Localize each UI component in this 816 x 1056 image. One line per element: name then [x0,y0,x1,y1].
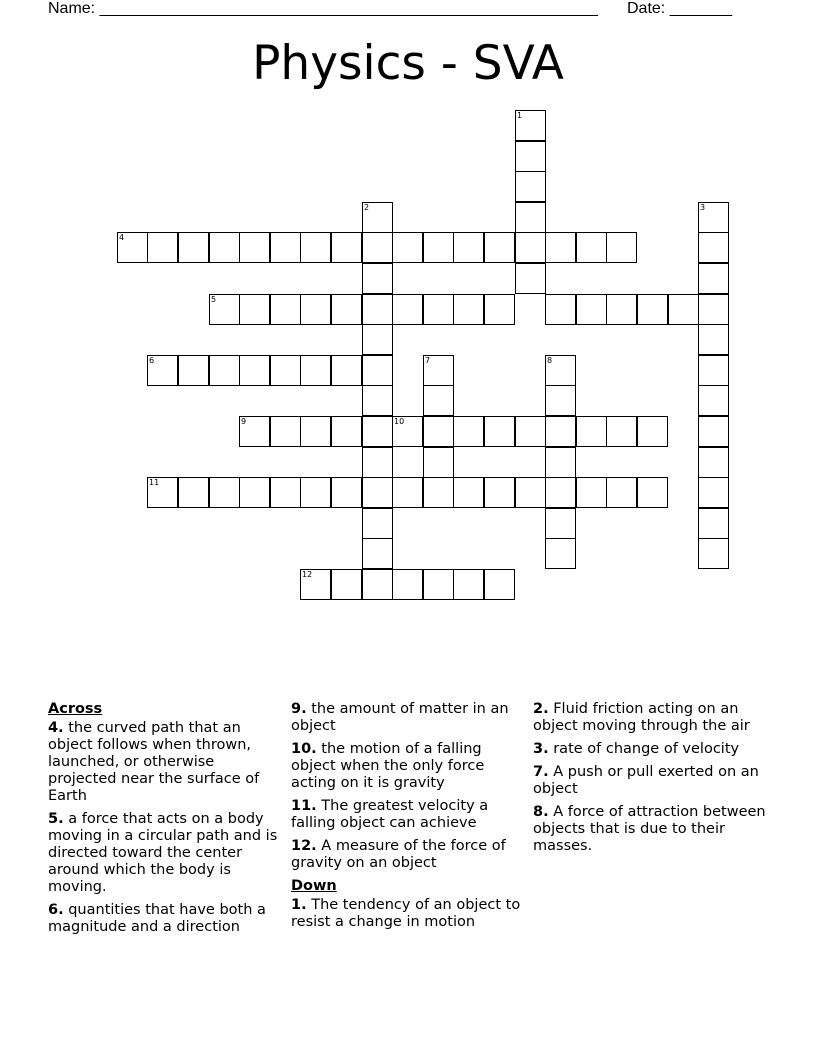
clue-across-12: 12. A measure of the force of gravity on an object [291,838,506,871]
grid-cell[interactable] [515,171,546,202]
grid-cell[interactable] [698,508,729,539]
grid-cell[interactable] [300,477,331,508]
grid-cell[interactable] [423,232,454,263]
grid-cell-5[interactable] [209,294,240,325]
grid-cell[interactable] [362,232,393,263]
grid-cell[interactable] [576,477,607,508]
clues-column-1 [48,701,284,942]
clue-across-10: 10. the motion of a falling object when the only force acting on it is gravity [291,741,485,791]
grid-cell[interactable] [423,416,454,447]
grid-cell[interactable] [545,294,576,325]
grid-cell[interactable] [392,294,423,325]
grid-cell[interactable] [392,569,423,600]
clue-across-4: 4. the curved path that an object follows when thrown, launched, or otherwise projected near the surface of Earth [48,720,260,804]
grid-cell-3[interactable] [698,202,729,233]
grid-cell[interactable] [300,232,331,263]
date-field[interactable]: Date: _______ [627,0,732,17]
name-field[interactable]: Name: ________________________________________________________ [48,0,598,17]
grid-cell[interactable] [362,263,393,294]
clue-number: 9 [241,417,247,426]
clue-across-9: 9. the amount of matter in an object [291,701,509,734]
grid-cell[interactable] [698,263,729,294]
grid-cell[interactable] [698,447,729,478]
grid-cell[interactable] [698,416,729,447]
clue-number: 11 [149,478,160,487]
grid-cell[interactable] [453,416,484,447]
grid-cell-9[interactable] [239,416,270,447]
grid-cell[interactable] [698,477,729,508]
grid-cell[interactable] [576,232,607,263]
grid-cell[interactable] [362,294,393,325]
grid-cell[interactable] [362,355,393,386]
grid-cell[interactable] [209,477,240,508]
grid-cell[interactable] [453,477,484,508]
grid-cell[interactable] [576,416,607,447]
grid-cell[interactable] [453,294,484,325]
grid-cell[interactable] [606,294,637,325]
grid-cell[interactable] [515,263,546,294]
grid-cell[interactable] [698,324,729,355]
grid-cell-6[interactable] [147,355,178,386]
grid-cell[interactable] [331,232,362,263]
grid-cell[interactable] [545,477,576,508]
grid-cell[interactable] [515,477,546,508]
grid-cell[interactable] [606,232,637,263]
grid-cell-10[interactable] [392,416,423,447]
grid-cell[interactable] [484,232,515,263]
grid-cell[interactable] [239,232,270,263]
clues-column-3 [533,701,773,861]
clue-number: 1 [517,111,523,120]
grid-cell-4[interactable] [117,232,148,263]
grid-cell[interactable] [545,416,576,447]
grid-cell[interactable] [331,477,362,508]
grid-cell[interactable] [423,447,454,478]
clue-number: 8 [547,356,553,365]
grid-cell[interactable] [362,538,393,569]
grid-cell[interactable] [147,232,178,263]
grid-cell[interactable] [637,477,668,508]
clue-number: 10 [394,417,405,426]
grid-cell[interactable] [362,385,393,416]
grid-cell[interactable] [698,385,729,416]
grid-cell[interactable] [545,538,576,569]
grid-cell[interactable] [209,355,240,386]
grid-cell[interactable] [362,508,393,539]
clue-down-3: 3. rate of change of velocity [533,741,740,757]
grid-cell[interactable] [484,416,515,447]
grid-cell[interactable] [545,447,576,478]
grid-cell[interactable] [637,416,668,447]
clue-number: 3 [700,203,706,212]
grid-cell[interactable] [698,232,729,263]
grid-cell[interactable] [209,232,240,263]
clue-number: 2 [364,203,370,212]
grid-cell[interactable] [545,232,576,263]
grid-cell[interactable] [331,569,362,600]
grid-cell[interactable] [515,202,546,233]
grid-cell[interactable] [178,477,209,508]
grid-cell[interactable] [239,294,270,325]
grid-cell[interactable] [545,385,576,416]
grid-cell[interactable] [668,294,699,325]
clue-number: 4 [119,233,125,242]
clue-number: 6 [149,356,155,365]
grid-cell[interactable] [300,294,331,325]
grid-cell[interactable] [423,385,454,416]
grid-cell[interactable] [423,569,454,600]
grid-cell[interactable] [637,294,668,325]
grid-cell[interactable] [423,294,454,325]
grid-cell[interactable] [484,477,515,508]
grid-cell[interactable] [453,569,484,600]
grid-cell[interactable] [178,355,209,386]
clue-down-2: 2. Fluid friction acting on an object moving through the air [533,701,750,734]
grid-cell[interactable] [300,416,331,447]
clue-across-6: 6. quantities that have both a magnitude and a direction [48,902,266,935]
grid-cell[interactable] [331,355,362,386]
grid-cell[interactable] [362,324,393,355]
grid-cell-1[interactable] [515,110,546,141]
grid-cell[interactable] [698,355,729,386]
grid-cell-11[interactable] [147,477,178,508]
grid-cell[interactable] [392,477,423,508]
grid-cell[interactable] [331,294,362,325]
clue-down-8: 8. A force of attraction between objects that is due to their masses. [533,804,766,854]
grid-cell[interactable] [270,294,301,325]
grid-cell[interactable] [484,569,515,600]
grid-cell-8[interactable] [545,355,576,386]
grid-cell[interactable] [698,538,729,569]
clues-column-2 [291,701,527,937]
grid-cell[interactable] [484,294,515,325]
grid-cell[interactable] [239,355,270,386]
grid-cell[interactable] [362,416,393,447]
grid-cell[interactable] [698,294,729,325]
grid-cell[interactable] [300,355,331,386]
grid-cell[interactable] [239,477,270,508]
page-title: Physics - SVA [252,36,564,91]
grid-cell[interactable] [331,416,362,447]
across-heading: Across [48,701,103,717]
grid-cell[interactable] [270,355,301,386]
grid-cell[interactable] [270,477,301,508]
grid-cell-12[interactable] [300,569,331,600]
clue-number: 7 [425,356,431,365]
grid-cell[interactable] [515,232,546,263]
clue-across-11: 11. The greatest velocity a falling object can achieve [291,798,489,831]
clue-number: 12 [302,570,313,579]
grid-cell[interactable] [362,569,393,600]
grid-cell[interactable] [453,232,484,263]
clue-across-5: 5. a force that acts on a body moving in a circular path and is directed toward the center around which the body is moving. [48,811,278,895]
clue-down-7: 7. A push or pull exerted on an object [533,764,759,797]
clue-number: 5 [211,295,217,304]
grid-cell[interactable] [178,232,209,263]
grid-cell[interactable] [545,508,576,539]
grid-cell[interactable] [270,232,301,263]
grid-cell[interactable] [270,416,301,447]
clue-down-1: 1. The tendency of an object to resist a change in motion [291,897,521,930]
grid-cell[interactable] [392,232,423,263]
grid-cell-2[interactable] [362,202,393,233]
grid-cell[interactable] [362,477,393,508]
grid-cell[interactable] [606,477,637,508]
grid-cell[interactable] [606,416,637,447]
grid-cell[interactable] [515,141,546,172]
grid-cell[interactable] [576,294,607,325]
grid-cell[interactable] [423,477,454,508]
grid-cell[interactable] [362,447,393,478]
grid-cell[interactable] [515,416,546,447]
grid-cell-7[interactable] [423,355,454,386]
down-heading: Down [291,878,337,894]
